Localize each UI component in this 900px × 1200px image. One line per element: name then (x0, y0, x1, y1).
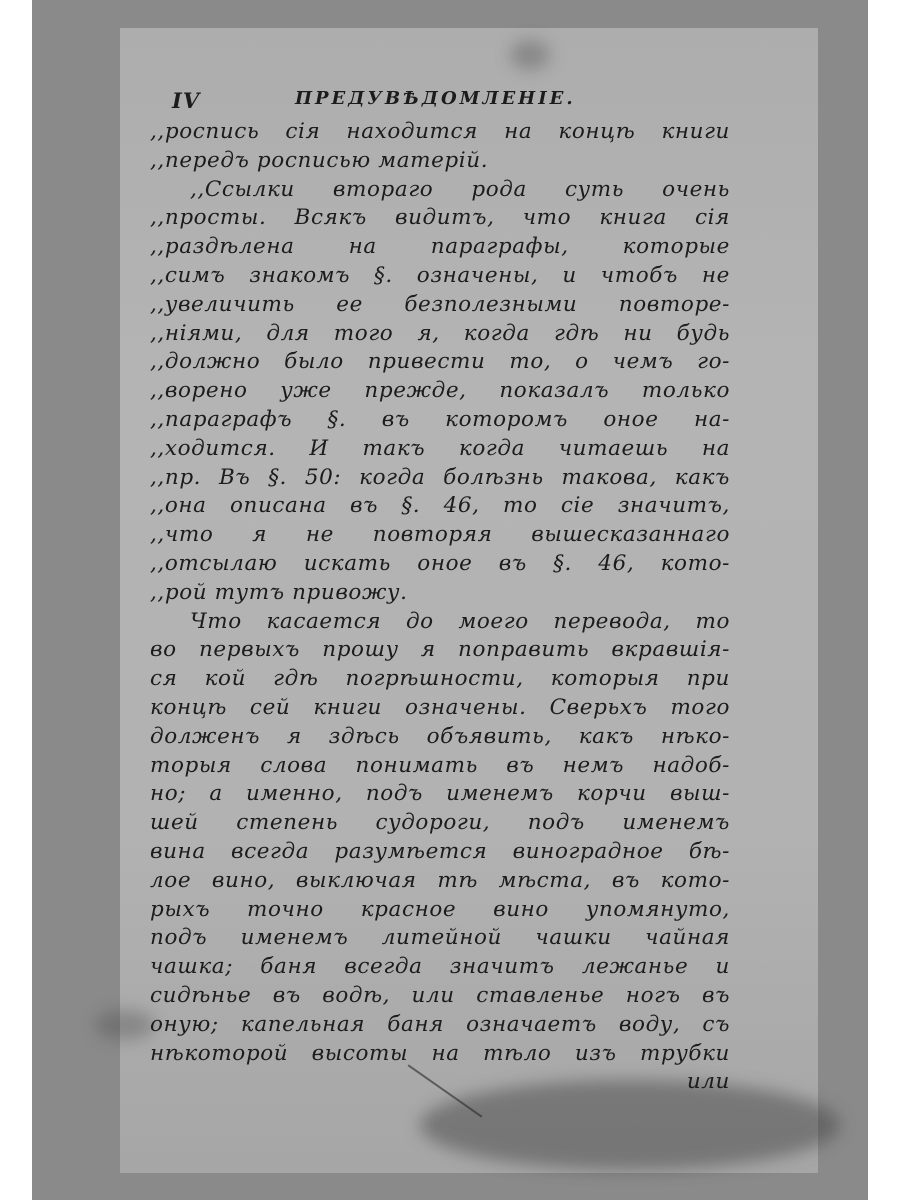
text-line: ,,роспись сія находится на концѣ книги (150, 119, 730, 144)
page-number: IV (172, 88, 201, 113)
text-line: ,,ніями, для того я, когда гдѣ ни будь (150, 320, 730, 346)
text-line: подъ именемъ литейной чашки чайная (150, 925, 730, 951)
text-line: ,,просты. Всякъ видитъ, что книга сія (150, 205, 730, 231)
text-line: ,,должно было привести то, о чемъ го- (150, 349, 730, 375)
running-head: ПРЕДУВѢДОМЛЕНІЕ. (295, 88, 576, 109)
text-line: ,,отсылаю искать оное въ §. 46, кото- (150, 550, 730, 576)
text-lines (150, 118, 730, 1097)
text-line: шей степень судороги, подъ именемъ (150, 810, 730, 836)
text-line: Что касается до моего перевода, то (190, 608, 730, 634)
text-line: концѣ сей книги означены. Сверьхъ того (150, 694, 730, 720)
page-header (150, 86, 730, 118)
text-line: вина всегда разумѣется виноградное бѣ- (150, 838, 730, 864)
text-line: ,,раздѣлена на параграфы, которые (150, 234, 730, 260)
text-line: нѣкоторой высоты на тѣло изъ трубки (150, 1040, 730, 1066)
text-line: ,,что я не повторяя вышесказаннаго (150, 522, 730, 548)
text-line: ,,увеличить ее безполезными повторе- (150, 291, 730, 317)
text-line: ,,пр. Въ §. 50: когда болѣзнь такова, какъ (150, 464, 730, 490)
text-line: сидѣнье въ водѣ, или ставленье ногъ въ (150, 982, 730, 1008)
text-line: долженъ я здѣсь объявить, какъ нѣко- (150, 723, 730, 749)
text-line: ,,она описана въ §. 46, то сіе значитъ, (150, 493, 730, 519)
text-line: торыя слова понимать въ немъ надоб- (150, 752, 730, 778)
text-line: ся кой гдѣ погрѣшности, которыя при (150, 666, 730, 692)
text-line: ,,Ссылки втораго рода суть очень (190, 176, 730, 202)
text-line: ,,параграфъ §. въ которомъ оное на- (150, 406, 730, 432)
text-line: лое вино, выключая тѣ мѣста, въ кото- (150, 867, 730, 893)
text-line: ,,рой тутъ привожу. (150, 579, 408, 605)
catchword: или (686, 1069, 730, 1095)
text-line: рыхъ точно красное вино упомянуто, (150, 896, 730, 922)
ink-spot (510, 40, 550, 70)
text-line: чашка; баня всегда значитъ лежанье и (150, 954, 730, 980)
text-line: ,,передъ росписью матерій. (150, 147, 489, 173)
text-line: оную; капельная баня означаетъ воду, съ (150, 1011, 730, 1037)
text-line: но; а именно, подъ именемъ корчи выш- (150, 781, 730, 807)
text-line: во первыхъ прошу я поправить вкравшія- (150, 637, 730, 663)
text-line: ,,симъ знакомъ §. означены, и чтобъ не (150, 262, 730, 288)
text-line: ,,ворено уже прежде, показалъ только (150, 378, 730, 404)
ink-spot (95, 1010, 155, 1040)
text-line: ,,ходится. И такъ когда читаешь на (150, 435, 730, 461)
page-text (150, 86, 730, 1097)
